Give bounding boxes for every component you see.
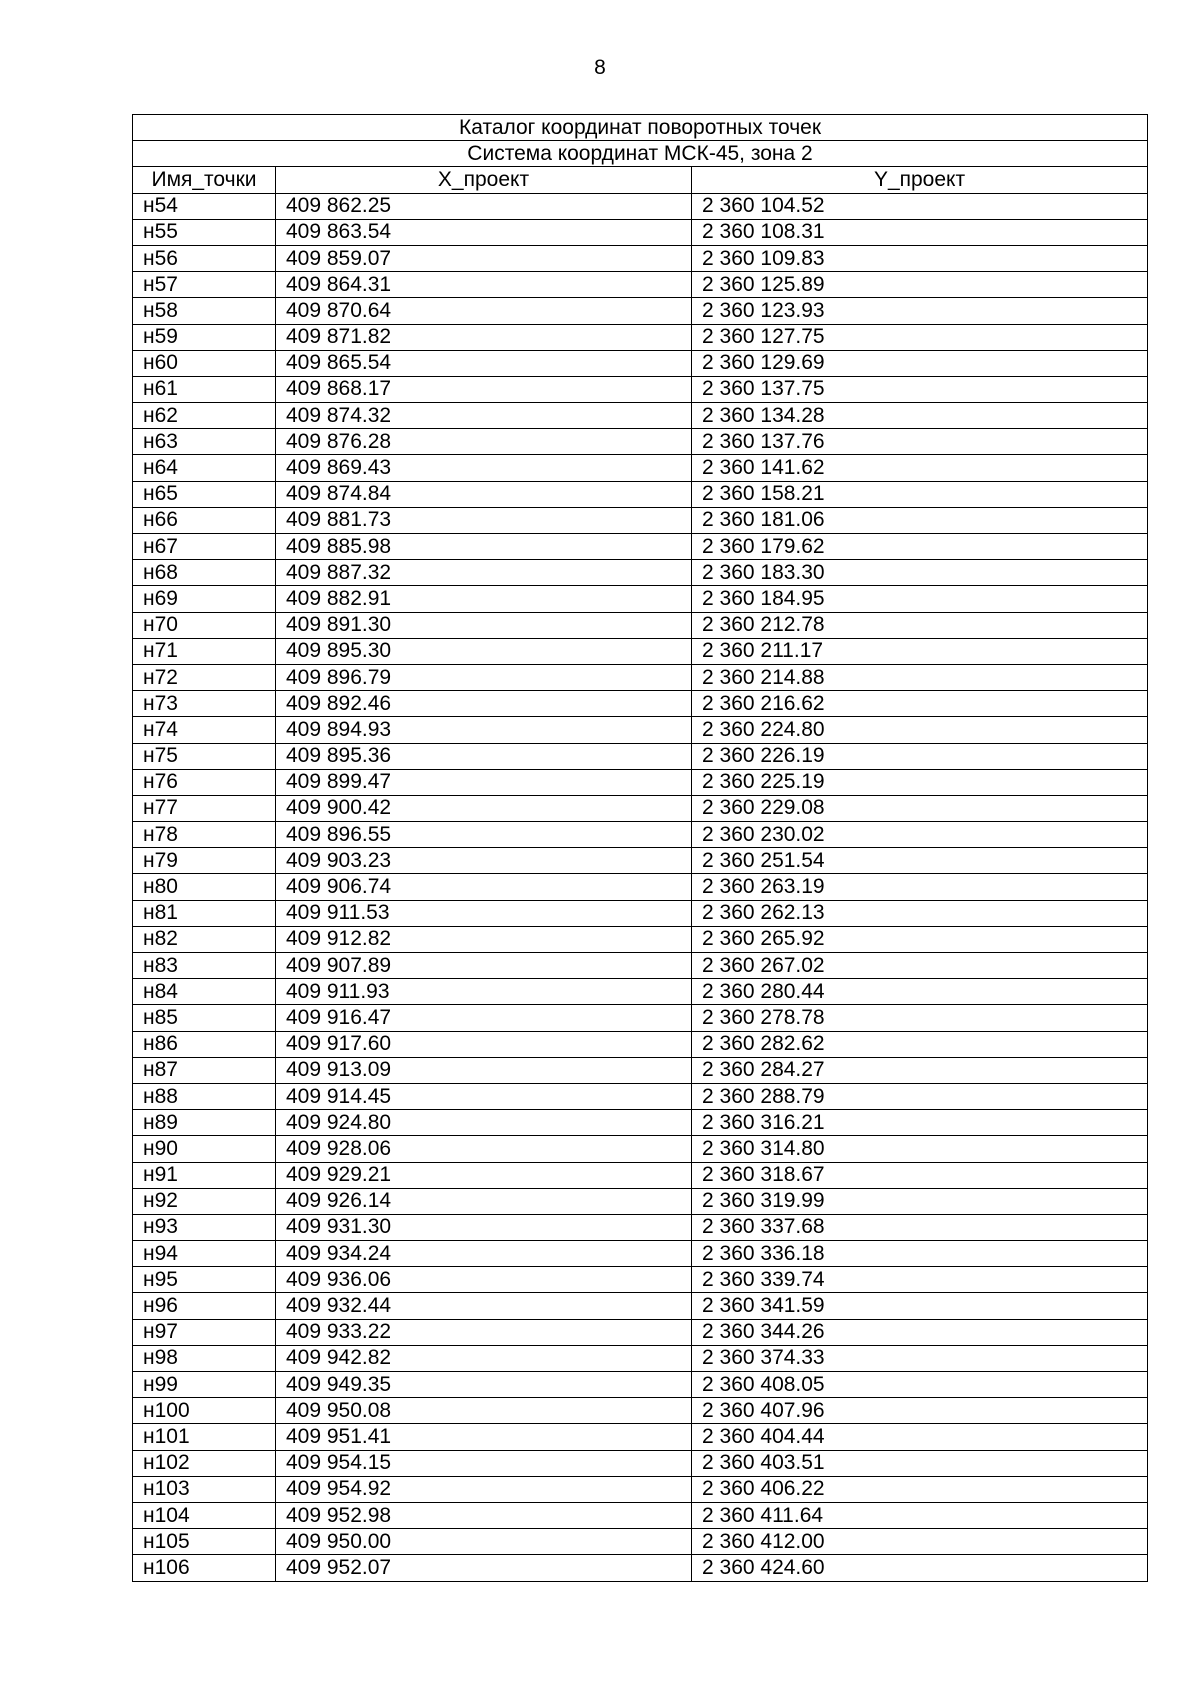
- x-coordinate-cell: 409 917.60: [276, 1031, 692, 1057]
- x-coordinate-cell: 409 954.92: [276, 1476, 692, 1502]
- table-row: [133, 298, 1148, 324]
- point-name-cell: н87: [133, 1057, 276, 1083]
- table-row: [133, 1057, 1148, 1083]
- table-row: [133, 245, 1148, 271]
- table-row: [133, 534, 1148, 560]
- x-coordinate-cell: 409 876.28: [276, 429, 692, 455]
- y-coordinate-cell: 2 360 229.08: [692, 795, 1148, 821]
- x-coordinate-cell: 409 870.64: [276, 298, 692, 324]
- point-name-cell: н69: [133, 586, 276, 612]
- x-coordinate-cell: 409 951.41: [276, 1424, 692, 1450]
- x-coordinate-cell: 409 887.32: [276, 560, 692, 586]
- table-row: [133, 795, 1148, 821]
- table-row: [133, 324, 1148, 350]
- point-name-cell: н71: [133, 638, 276, 664]
- point-name-cell: н89: [133, 1110, 276, 1136]
- y-coordinate-cell: 2 360 316.21: [692, 1110, 1148, 1136]
- point-name-cell: н73: [133, 691, 276, 717]
- table-subtitle-row: [133, 141, 1148, 167]
- x-coordinate-cell: 409 906.74: [276, 874, 692, 900]
- x-coordinate-cell: 409 863.54: [276, 219, 692, 245]
- point-name-cell: н106: [133, 1555, 276, 1581]
- table-row: [133, 1188, 1148, 1214]
- x-coordinate-cell: 409 952.98: [276, 1502, 692, 1528]
- x-coordinate-cell: 409 907.89: [276, 953, 692, 979]
- x-coordinate-cell: 409 864.31: [276, 272, 692, 298]
- y-coordinate-cell: 2 360 341.59: [692, 1293, 1148, 1319]
- x-coordinate-cell: 409 952.07: [276, 1555, 692, 1581]
- point-name-cell: н86: [133, 1031, 276, 1057]
- y-coordinate-cell: 2 360 137.76: [692, 429, 1148, 455]
- x-coordinate-cell: 409 896.55: [276, 822, 692, 848]
- point-name-cell: н84: [133, 979, 276, 1005]
- y-coordinate-cell: 2 360 214.88: [692, 664, 1148, 690]
- table-row: [133, 1319, 1148, 1345]
- y-coordinate-cell: 2 360 288.79: [692, 1083, 1148, 1109]
- y-coordinate-cell: 2 360 251.54: [692, 848, 1148, 874]
- point-name-cell: н105: [133, 1529, 276, 1555]
- table-row: [133, 822, 1148, 848]
- column-header-y: Y_проект: [692, 167, 1148, 193]
- point-name-cell: н104: [133, 1502, 276, 1528]
- table-row: [133, 1267, 1148, 1293]
- y-coordinate-cell: 2 360 265.92: [692, 926, 1148, 952]
- point-name-cell: н78: [133, 822, 276, 848]
- point-name-cell: н54: [133, 193, 276, 219]
- table-row: [133, 586, 1148, 612]
- point-name-cell: н97: [133, 1319, 276, 1345]
- point-name-cell: н68: [133, 560, 276, 586]
- table-row: [133, 1083, 1148, 1109]
- point-name-cell: н70: [133, 612, 276, 638]
- x-coordinate-cell: 409 942.82: [276, 1345, 692, 1371]
- x-coordinate-cell: 409 885.98: [276, 534, 692, 560]
- table-row: [133, 481, 1148, 507]
- table-row: [133, 1214, 1148, 1240]
- x-coordinate-cell: 409 931.30: [276, 1214, 692, 1240]
- y-coordinate-cell: 2 360 337.68: [692, 1214, 1148, 1240]
- table-subtitle: Система координат МСК-45, зона 2: [133, 141, 1148, 167]
- x-coordinate-cell: 409 914.45: [276, 1083, 692, 1109]
- table-row: [133, 193, 1148, 219]
- x-coordinate-cell: 409 895.36: [276, 743, 692, 769]
- y-coordinate-cell: 2 360 125.89: [692, 272, 1148, 298]
- x-coordinate-cell: 409 911.53: [276, 900, 692, 926]
- point-name-cell: н103: [133, 1476, 276, 1502]
- table-row: [133, 1555, 1148, 1581]
- y-coordinate-cell: 2 360 184.95: [692, 586, 1148, 612]
- table-row: [133, 979, 1148, 1005]
- table-row: [133, 219, 1148, 245]
- table-row: [133, 1005, 1148, 1031]
- table-row: [133, 953, 1148, 979]
- table-row: [133, 403, 1148, 429]
- table-row: [133, 612, 1148, 638]
- point-name-cell: н85: [133, 1005, 276, 1031]
- y-coordinate-cell: 2 360 411.64: [692, 1502, 1148, 1528]
- table-row: [133, 1293, 1148, 1319]
- table-row: [133, 664, 1148, 690]
- table-title: Каталог координат поворотных точек: [133, 115, 1148, 141]
- point-name-cell: н99: [133, 1372, 276, 1398]
- point-name-cell: н56: [133, 245, 276, 271]
- y-coordinate-cell: 2 360 226.19: [692, 743, 1148, 769]
- x-coordinate-cell: 409 950.08: [276, 1398, 692, 1424]
- x-coordinate-cell: 409 899.47: [276, 769, 692, 795]
- point-name-cell: н79: [133, 848, 276, 874]
- y-coordinate-cell: 2 360 314.80: [692, 1136, 1148, 1162]
- table-row: [133, 638, 1148, 664]
- x-coordinate-cell: 409 865.54: [276, 350, 692, 376]
- table-row: [133, 1031, 1148, 1057]
- x-coordinate-cell: 409 924.80: [276, 1110, 692, 1136]
- point-name-cell: н65: [133, 481, 276, 507]
- table-row: [133, 769, 1148, 795]
- y-coordinate-cell: 2 360 158.21: [692, 481, 1148, 507]
- point-name-cell: н81: [133, 900, 276, 926]
- table-row: [133, 1136, 1148, 1162]
- table-row: [133, 717, 1148, 743]
- y-coordinate-cell: 2 360 179.62: [692, 534, 1148, 560]
- table-row: [133, 848, 1148, 874]
- x-coordinate-cell: 409 874.32: [276, 403, 692, 429]
- point-name-cell: н63: [133, 429, 276, 455]
- y-coordinate-cell: 2 360 284.27: [692, 1057, 1148, 1083]
- x-coordinate-cell: 409 911.93: [276, 979, 692, 1005]
- point-name-cell: н59: [133, 324, 276, 350]
- point-name-cell: н72: [133, 664, 276, 690]
- table-row: [133, 743, 1148, 769]
- table-row: [133, 376, 1148, 402]
- x-coordinate-cell: 409 892.46: [276, 691, 692, 717]
- y-coordinate-cell: 2 360 319.99: [692, 1188, 1148, 1214]
- table-row: [133, 1476, 1148, 1502]
- x-coordinate-cell: 409 936.06: [276, 1267, 692, 1293]
- point-name-cell: н76: [133, 769, 276, 795]
- y-coordinate-cell: 2 360 412.00: [692, 1529, 1148, 1555]
- x-coordinate-cell: 409 950.00: [276, 1529, 692, 1555]
- y-coordinate-cell: 2 360 183.30: [692, 560, 1148, 586]
- y-coordinate-cell: 2 360 181.06: [692, 507, 1148, 533]
- column-header-x: X_проект: [276, 167, 692, 193]
- y-coordinate-cell: 2 360 108.31: [692, 219, 1148, 245]
- table-row: [133, 507, 1148, 533]
- point-name-cell: н80: [133, 874, 276, 900]
- y-coordinate-cell: 2 360 262.13: [692, 900, 1148, 926]
- table-row: [133, 350, 1148, 376]
- point-name-cell: н66: [133, 507, 276, 533]
- y-coordinate-cell: 2 360 134.28: [692, 403, 1148, 429]
- table-row: [133, 429, 1148, 455]
- table-row: [133, 926, 1148, 952]
- table-row: [133, 560, 1148, 586]
- point-name-cell: н98: [133, 1345, 276, 1371]
- y-coordinate-cell: 2 360 406.22: [692, 1476, 1148, 1502]
- x-coordinate-cell: 409 903.23: [276, 848, 692, 874]
- point-name-cell: н62: [133, 403, 276, 429]
- y-coordinate-cell: 2 360 339.74: [692, 1267, 1148, 1293]
- y-coordinate-cell: 2 360 123.93: [692, 298, 1148, 324]
- x-coordinate-cell: 409 949.35: [276, 1372, 692, 1398]
- y-coordinate-cell: 2 360 212.78: [692, 612, 1148, 638]
- table-row: [133, 1345, 1148, 1371]
- table-row: [133, 1372, 1148, 1398]
- x-coordinate-cell: 409 871.82: [276, 324, 692, 350]
- table-header-row: [133, 167, 1148, 193]
- x-coordinate-cell: 409 932.44: [276, 1293, 692, 1319]
- table-row: [133, 455, 1148, 481]
- x-coordinate-cell: 409 882.91: [276, 586, 692, 612]
- table-body: [133, 193, 1148, 1581]
- point-name-cell: н95: [133, 1267, 276, 1293]
- y-coordinate-cell: 2 360 127.75: [692, 324, 1148, 350]
- x-coordinate-cell: 409 934.24: [276, 1241, 692, 1267]
- y-coordinate-cell: 2 360 344.26: [692, 1319, 1148, 1345]
- y-coordinate-cell: 2 360 129.69: [692, 350, 1148, 376]
- point-name-cell: н88: [133, 1083, 276, 1109]
- y-coordinate-cell: 2 360 263.19: [692, 874, 1148, 900]
- point-name-cell: н100: [133, 1398, 276, 1424]
- point-name-cell: н57: [133, 272, 276, 298]
- x-coordinate-cell: 409 928.06: [276, 1136, 692, 1162]
- point-name-cell: н67: [133, 534, 276, 560]
- y-coordinate-cell: 2 360 104.52: [692, 193, 1148, 219]
- y-coordinate-cell: 2 360 318.67: [692, 1162, 1148, 1188]
- point-name-cell: н92: [133, 1188, 276, 1214]
- table-row: [133, 874, 1148, 900]
- point-name-cell: н60: [133, 350, 276, 376]
- x-coordinate-cell: 409 859.07: [276, 245, 692, 271]
- table-title-row: [133, 115, 1148, 141]
- y-coordinate-cell: 2 360 424.60: [692, 1555, 1148, 1581]
- y-coordinate-cell: 2 360 141.62: [692, 455, 1148, 481]
- coordinates-table: [132, 114, 1148, 1582]
- point-name-cell: н94: [133, 1241, 276, 1267]
- point-name-cell: н101: [133, 1424, 276, 1450]
- y-coordinate-cell: 2 360 211.17: [692, 638, 1148, 664]
- point-name-cell: н83: [133, 953, 276, 979]
- x-coordinate-cell: 409 954.15: [276, 1450, 692, 1476]
- table-row: [133, 1529, 1148, 1555]
- x-coordinate-cell: 409 869.43: [276, 455, 692, 481]
- x-coordinate-cell: 409 916.47: [276, 1005, 692, 1031]
- x-coordinate-cell: 409 881.73: [276, 507, 692, 533]
- x-coordinate-cell: 409 912.82: [276, 926, 692, 952]
- point-name-cell: н77: [133, 795, 276, 821]
- y-coordinate-cell: 2 360 109.83: [692, 245, 1148, 271]
- table-row: [133, 1162, 1148, 1188]
- table-row: [133, 1450, 1148, 1476]
- table-row: [133, 1502, 1148, 1528]
- point-name-cell: н58: [133, 298, 276, 324]
- x-coordinate-cell: 409 862.25: [276, 193, 692, 219]
- point-name-cell: н102: [133, 1450, 276, 1476]
- point-name-cell: н61: [133, 376, 276, 402]
- point-name-cell: н55: [133, 219, 276, 245]
- y-coordinate-cell: 2 360 336.18: [692, 1241, 1148, 1267]
- page-number: 8: [594, 56, 606, 79]
- point-name-cell: н90: [133, 1136, 276, 1162]
- y-coordinate-cell: 2 360 374.33: [692, 1345, 1148, 1371]
- point-name-cell: н96: [133, 1293, 276, 1319]
- point-name-cell: н93: [133, 1214, 276, 1240]
- y-coordinate-cell: 2 360 216.62: [692, 691, 1148, 717]
- table-row: [133, 1241, 1148, 1267]
- x-coordinate-cell: 409 868.17: [276, 376, 692, 402]
- point-name-cell: н75: [133, 743, 276, 769]
- y-coordinate-cell: 2 360 280.44: [692, 979, 1148, 1005]
- x-coordinate-cell: 409 896.79: [276, 664, 692, 690]
- table-row: [133, 1398, 1148, 1424]
- y-coordinate-cell: 2 360 224.80: [692, 717, 1148, 743]
- y-coordinate-cell: 2 360 225.19: [692, 769, 1148, 795]
- y-coordinate-cell: 2 360 282.62: [692, 1031, 1148, 1057]
- y-coordinate-cell: 2 360 278.78: [692, 1005, 1148, 1031]
- y-coordinate-cell: 2 360 407.96: [692, 1398, 1148, 1424]
- column-header-point-name: Имя_точки: [133, 167, 276, 193]
- x-coordinate-cell: 409 933.22: [276, 1319, 692, 1345]
- x-coordinate-cell: 409 891.30: [276, 612, 692, 638]
- point-name-cell: н82: [133, 926, 276, 952]
- x-coordinate-cell: 409 929.21: [276, 1162, 692, 1188]
- x-coordinate-cell: 409 894.93: [276, 717, 692, 743]
- table-row: [133, 691, 1148, 717]
- y-coordinate-cell: 2 360 137.75: [692, 376, 1148, 402]
- point-name-cell: н91: [133, 1162, 276, 1188]
- x-coordinate-cell: 409 926.14: [276, 1188, 692, 1214]
- x-coordinate-cell: 409 913.09: [276, 1057, 692, 1083]
- table-row: [133, 272, 1148, 298]
- x-coordinate-cell: 409 900.42: [276, 795, 692, 821]
- table-row: [133, 1424, 1148, 1450]
- y-coordinate-cell: 2 360 267.02: [692, 953, 1148, 979]
- y-coordinate-cell: 2 360 404.44: [692, 1424, 1148, 1450]
- point-name-cell: н74: [133, 717, 276, 743]
- y-coordinate-cell: 2 360 408.05: [692, 1372, 1148, 1398]
- x-coordinate-cell: 409 874.84: [276, 481, 692, 507]
- table-row: [133, 1110, 1148, 1136]
- table-row: [133, 900, 1148, 926]
- y-coordinate-cell: 2 360 403.51: [692, 1450, 1148, 1476]
- point-name-cell: н64: [133, 455, 276, 481]
- x-coordinate-cell: 409 895.30: [276, 638, 692, 664]
- y-coordinate-cell: 2 360 230.02: [692, 822, 1148, 848]
